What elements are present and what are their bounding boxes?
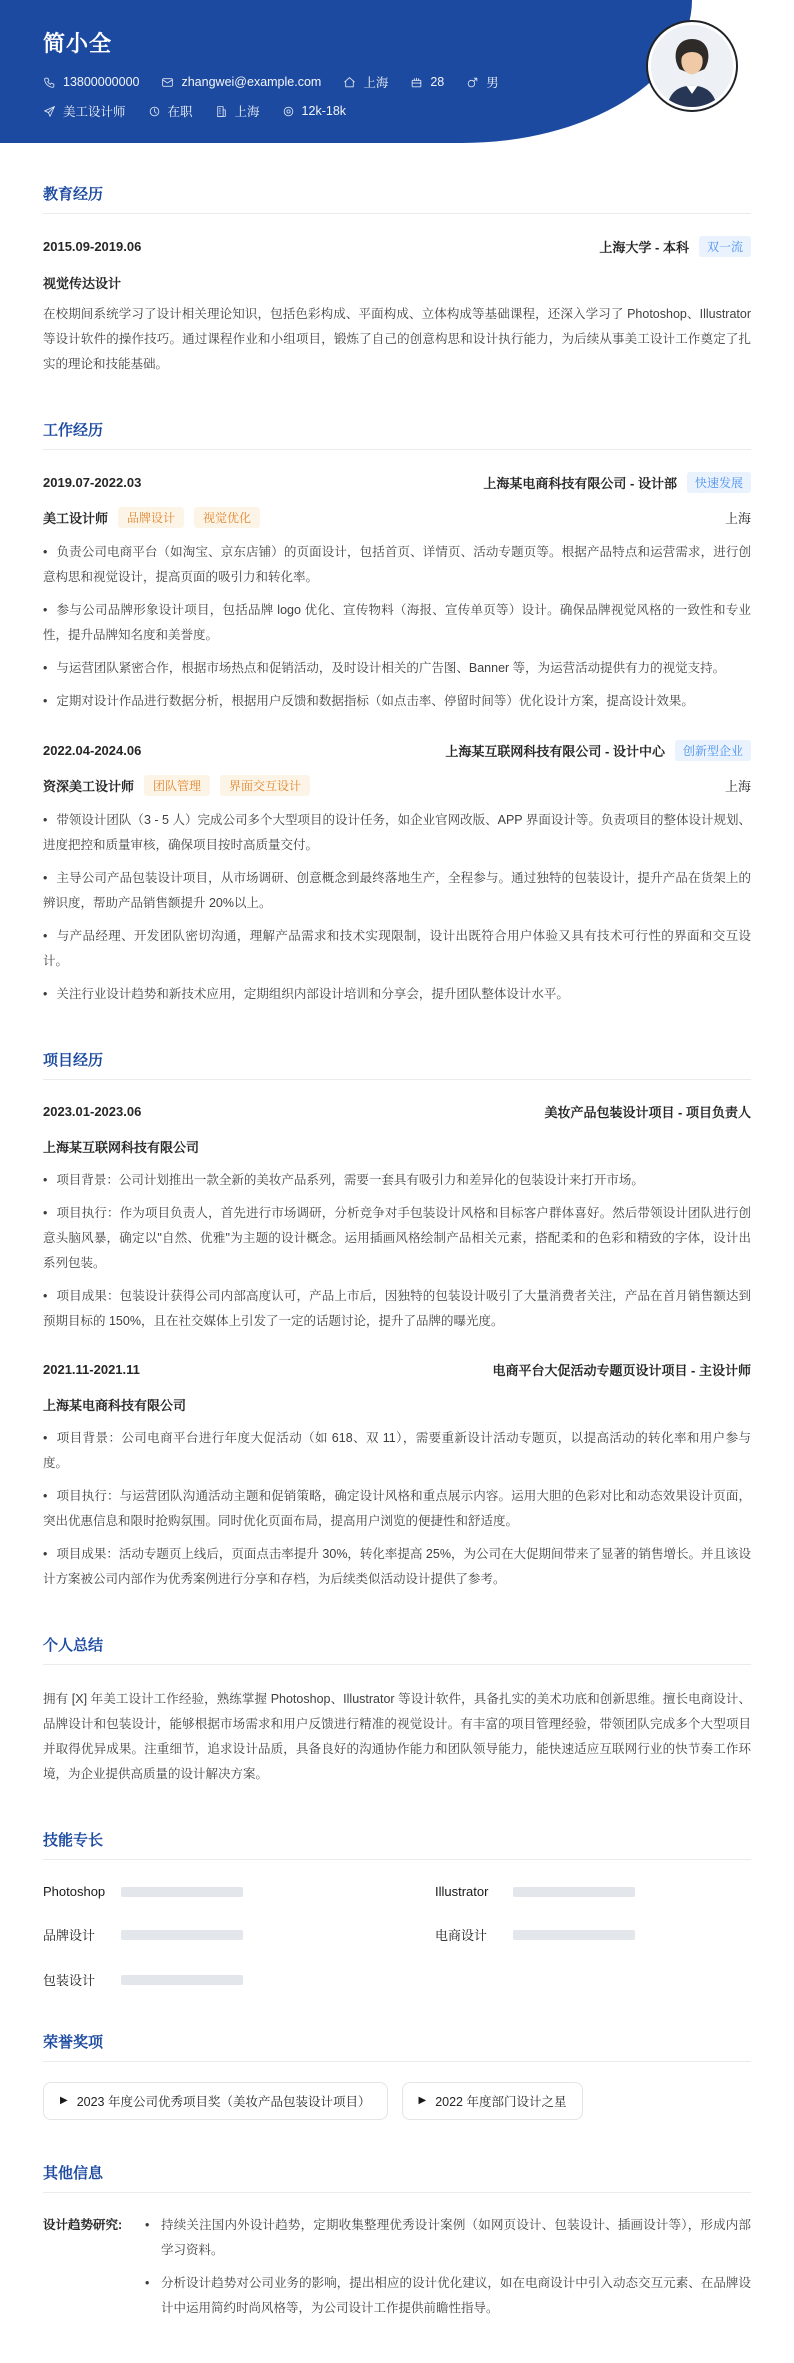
salary-item	[282, 104, 346, 118]
section-work	[43, 419, 751, 1007]
location-icon	[282, 105, 295, 118]
job-item	[43, 472, 751, 714]
skill-label: Illustrator	[435, 1884, 489, 1899]
home-value: 上海	[363, 76, 389, 90]
section-title-summary: 个人总结	[43, 1634, 751, 1665]
skill-bar	[121, 1930, 243, 1940]
project-date: 2023.01-2023.06	[43, 1104, 142, 1119]
phone-value: 13800000000	[63, 75, 140, 89]
home-icon	[343, 76, 356, 89]
project-company: 上海某电商科技有限公司	[43, 1398, 187, 1413]
gender-icon	[466, 76, 479, 89]
gender-value: 男	[486, 76, 499, 90]
email-icon	[161, 76, 174, 89]
section-skills	[43, 1829, 751, 1989]
job-date: 2019.07-2022.03	[43, 475, 142, 490]
job-bullet: • 带领设计团队（3 - 5 人）完成公司多个大型项目的设计任务，如企业官网改版、APP 界面设计等。负责项目的整体设计规划、进度把控和质量审核，确保项目按时高质量交付。	[43, 808, 751, 858]
other-label: 设计趋势研究:	[43, 2218, 123, 2232]
project-bullet: • 项目执行：作为项目负责人，首先进行市场调研，分析竞争对手包装设计风格和目标客户群体喜好。然后带领设计团队进行创意头脑风暴，确定以"自然、优雅"为主题的设计概念。运用插画风格绘制产品相关元素，搭配柔和的色彩和精致的字体，设计出系列包装。	[43, 1201, 751, 1276]
city-value: 上海	[234, 105, 260, 119]
job-location: 上海	[724, 511, 751, 526]
play-icon: ▶	[60, 2095, 68, 2106]
job-bullet: • 与运营团队紧密合作，根据市场热点和促销活动，及时设计相关的广告图、Banner 等，为运营活动提供有力的视觉支持。	[43, 656, 751, 681]
education-major: 视觉传达设计	[43, 276, 122, 291]
job-company: 上海某互联网科技有限公司 - 设计中心	[445, 744, 665, 759]
job-bullet: • 定期对设计作品进行数据分析，根据用户反馈和数据指标（如点击率、停留时间等）优化设计方案，提高设计效果。	[43, 689, 751, 714]
project-company: 上海某互联网科技有限公司	[43, 1140, 200, 1155]
summary-text: 拥有 [X] 年美工设计工作经验，熟练掌握 Photoshop、Illustrator 等设计软件，具备扎实的美术功底和创新思维。擅长电商设计、品牌设计和包装设计，能够根据市场需求和用户反馈进行精准的视觉设计。有丰富的项目管理经验，带领团队完成多个大型项目并取得优异成果。注重细节，追求设计品质，具备良好的沟通协作能力和团队领导能力，能快速适应互联网行业的快节奏工作环境，为企业提供高质量的设计解决方案。	[43, 1692, 751, 1781]
skill-bar	[121, 1887, 243, 1897]
job-badge: 快速发展	[687, 472, 751, 493]
skill-label: 品牌设计	[43, 1928, 96, 1943]
job-badge: 创新型企业	[675, 740, 751, 761]
skill-bar	[513, 1887, 635, 1897]
skill-label: Photoshop	[43, 1884, 106, 1899]
candidate-name: 简小全	[43, 31, 113, 56]
building-icon	[215, 105, 228, 118]
skill-label: 电商设计	[435, 1928, 488, 1943]
home-item	[343, 73, 388, 91]
avatar	[646, 20, 738, 112]
gender-item	[466, 73, 499, 91]
other-bullet: • 分析设计趋势对公司业务的影响，提出相应的设计优化建议，如在电商设计中引入动态交互元素、在品牌设计中运用简约时尚风格等，为公司设计工作提供前瞻性指导。	[143, 2271, 751, 2321]
project-bullet: • 项目执行：与运营团队沟通活动主题和促销策略，确定设计风格和重点展示内容。运用大胆的色彩对比和动态效果设计页面，突出优惠信息和限时抢购氛围。同时优化页面布局，提高用户浏览的便捷性和舒适度。	[43, 1484, 751, 1534]
job-role: 资深美工设计师	[43, 779, 135, 794]
skill-row	[43, 1884, 359, 1899]
job-bullet: • 负责公司电商平台（如淘宝、京东店铺）的页面设计，包括首页、详情页、活动专题页等。根据产品特点和运营需求，进行创意构思和视觉设计，提高页面的吸引力和转化率。	[43, 540, 751, 590]
skill-row	[435, 1925, 751, 1944]
section-honors	[43, 2031, 751, 2120]
section-title-projects: 项目经历	[43, 1049, 751, 1080]
job-bullet: • 关注行业设计趋势和新技术应用，定期组织内部设计培训和分享会，提升团队整体设计水平。	[43, 982, 751, 1007]
email-value: zhangwei@example.com	[181, 75, 322, 89]
section-summary	[43, 1634, 751, 1787]
job-role: 美工设计师	[43, 511, 109, 526]
project-bullet: • 项目背景：公司计划推出一款全新的美妆产品系列，需要一套具有吸引力和差异化的包装设计来打开市场。	[43, 1168, 751, 1193]
section-title-education: 教育经历	[43, 183, 751, 214]
job-tag: 界面交互设计	[220, 775, 310, 796]
phone-item	[43, 75, 139, 89]
section-projects	[43, 1049, 751, 1592]
skill-row	[43, 1925, 359, 1944]
honor-pill	[43, 2082, 388, 2120]
school-degree: 上海大学 - 本科	[599, 240, 689, 255]
project-bullet: • 项目成果：包装设计获得公司内部高度认可，产品上市后，因独特的包装设计吸引了大量消费者关注，产品在首月销售额达到预期目标的 150%，且在社交媒体上引发了一定的话题讨论，提升了品牌的曝光度。	[43, 1284, 751, 1334]
section-other	[43, 2162, 751, 2329]
honor-pill	[402, 2082, 584, 2120]
status-item	[148, 102, 193, 120]
job-tag: 团队管理	[144, 775, 210, 796]
job-location: 上海	[724, 779, 751, 794]
honor-text: 2022 年度部门设计之星	[435, 2095, 567, 2109]
skill-bar	[513, 1930, 635, 1940]
city-item	[215, 102, 260, 120]
job-date: 2022.04-2024.06	[43, 743, 142, 758]
job-bullet: • 参与公司品牌形象设计项目，包括品牌 logo 优化、宣传物料（海报、宣传单页等）设计。确保品牌视觉风格的一致性和专业性，提升品牌知名度和美誉度。	[43, 598, 751, 648]
education-description: 在校期间系统学习了设计相关理论知识，包括色彩构成、平面构成、立体构成等基础课程，还深入学习了 Photoshop、Illustrator 等设计软件的操作技巧。通过课程作业和小组项目，锻炼了自己的创意构思和设计执行能力，为后续从事美工设计工作奠定了扎实的理论和技能基础。	[43, 307, 751, 371]
project-item	[43, 1360, 751, 1592]
skill-label: 包装设计	[43, 1973, 96, 1988]
resume-header	[0, 0, 794, 143]
project-bullet: • 项目背景：公司电商平台进行年度大促活动（如 618、双 11），需要重新设计活动专题页，以提高活动的转化率和用户参与度。	[43, 1426, 751, 1476]
age-icon	[410, 76, 423, 89]
project-name: 电商平台大促活动专题页设计项目 - 主设计师	[492, 1363, 751, 1378]
status-value: 在职	[167, 105, 193, 119]
email-item	[161, 75, 321, 89]
job-bullet: • 与产品经理、开发团队密切沟通，理解产品需求和技术实现限制，设计出既符合用户体验又具有技术可行性的界面和交互设计。	[43, 924, 751, 974]
job-item	[43, 740, 751, 1007]
age-item	[410, 75, 444, 89]
other-bullet: • 持续关注国内外设计趋势，定期收集整理优秀设计案例（如网页设计、包装设计、插画设计等），形成内部学习资料。	[143, 2213, 751, 2263]
skill-row	[435, 1884, 751, 1899]
honor-text: 2023 年度公司优秀项目奖（美妆产品包装设计项目）	[76, 2095, 371, 2109]
salary-value: 12k-18k	[301, 104, 347, 118]
section-title-work: 工作经历	[43, 419, 751, 450]
section-title-other: 其他信息	[43, 2162, 751, 2193]
skill-bar	[121, 1975, 243, 1985]
job-tag: 视觉优化	[194, 507, 260, 528]
age-value: 28	[430, 75, 445, 89]
skill-row	[43, 1970, 359, 1989]
job-title-value: 美工设计师	[63, 105, 126, 119]
job-bullet: • 主导公司产品包装设计项目，从市场调研、创意概念到最终落地生产，全程参与。通过独特的包装设计，提升产品在货架上的辨识度，帮助产品销售额提升 20%以上。	[43, 866, 751, 916]
project-date: 2021.11-2021.11	[43, 1362, 140, 1377]
section-title-skills: 技能专长	[43, 1829, 751, 1860]
phone-icon	[43, 76, 56, 89]
section-title-honors: 荣誉奖项	[43, 2031, 751, 2062]
section-education	[43, 183, 751, 377]
education-date: 2015.09-2019.06	[43, 239, 142, 254]
avatar-photo-placeholder	[651, 25, 733, 107]
status-icon	[148, 105, 161, 118]
job-title-item	[43, 102, 126, 120]
project-item	[43, 1102, 751, 1334]
education-badge: 双一流	[699, 236, 751, 257]
play-icon: ▶	[418, 2095, 427, 2106]
job-tag: 品牌设计	[118, 507, 184, 528]
paper-plane-icon	[43, 105, 56, 118]
job-company: 上海某电商科技有限公司 - 设计部	[483, 476, 677, 491]
project-name: 美妆产品包装设计项目 - 项目负责人	[544, 1105, 751, 1120]
project-bullet: • 项目成果：活动专题页上线后，页面点击率提升 30%，转化率提高 25%，为公司在大促期间带来了显著的销售增长。并且该设计方案被公司内部作为优秀案例进行分享和存档，为后续类似活动设计提供了参考。	[43, 1542, 751, 1592]
